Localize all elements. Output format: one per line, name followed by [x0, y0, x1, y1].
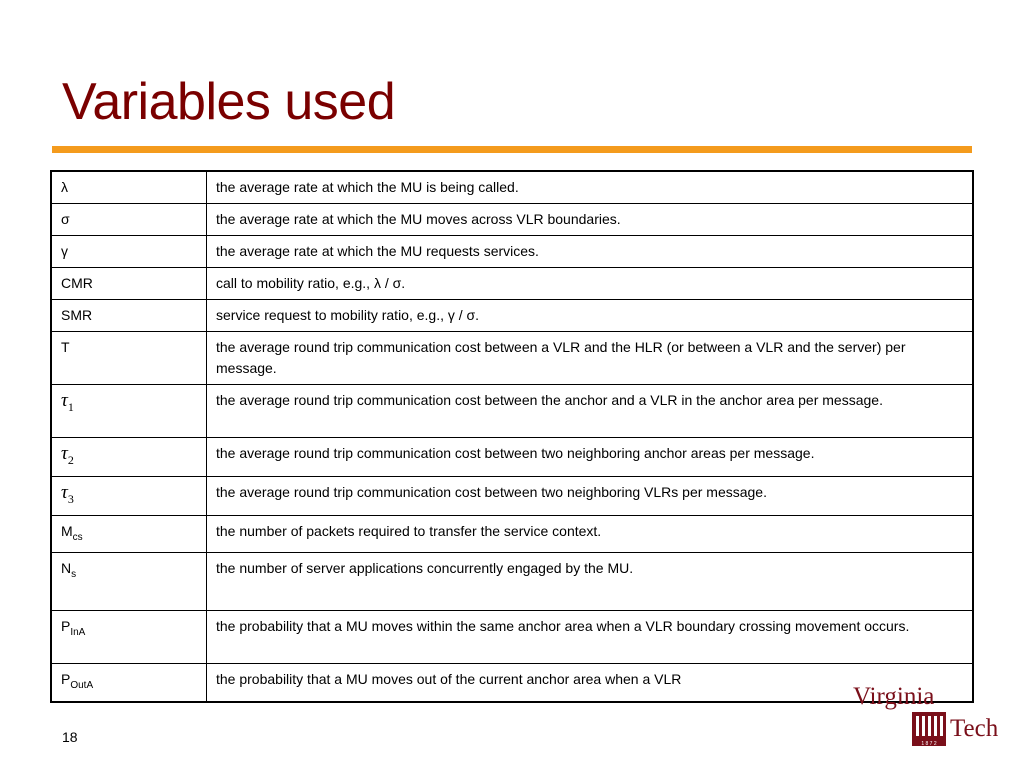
description-cell: the probability that a MU moves out of the current anchor area when a VLR — [207, 664, 974, 702]
description-cell: the average rate at which the MU moves across VLR boundaries. — [207, 204, 974, 236]
table-row — [51, 611, 973, 664]
description-cell: the number of server applications concurrently engaged by the MU. — [207, 553, 974, 611]
slide-title: Variables used — [62, 73, 396, 131]
page-number: 18 — [62, 729, 78, 745]
table-row — [51, 268, 973, 300]
table-row — [51, 553, 973, 611]
description-cell: the average rate at which the MU requests services. — [207, 236, 974, 268]
table-row — [51, 438, 973, 477]
table-row — [51, 204, 973, 236]
symbol-cell — [51, 438, 207, 477]
virginia-tech-logo — [852, 682, 999, 754]
description-cell: the average round trip communication cost between two neighboring anchor areas per message. — [207, 438, 974, 477]
title-underline-bar — [52, 146, 972, 153]
tau-symbol: $\tau_2$ — [61, 443, 74, 467]
table-row — [51, 300, 973, 332]
symbol-cell: $M_{cs}$ — [51, 515, 207, 553]
description-cell: the average round trip communication cost between a VLR and the HLR (or between a VLR and the server) per message. — [207, 332, 974, 385]
description-cell: service request to mobility ratio, e.g., γ / σ. — [207, 300, 974, 332]
table-row — [51, 332, 973, 385]
description-cell: the average rate at which the MU is being called. — [207, 171, 974, 204]
logo-word-tech: Tech — [950, 715, 999, 742]
tau-symbol: $\tau_3$ — [61, 481, 74, 506]
symbol-cell: γ — [51, 236, 207, 268]
logo-year: 1 8 7 2 — [921, 741, 937, 747]
description-cell: the average round trip communication cost between the anchor and a VLR in the anchor area per message. — [207, 385, 974, 438]
logo-word-virginia: Virginia — [853, 683, 935, 710]
symbol-cell: $P_{OutA}$ — [51, 664, 207, 702]
table-row — [51, 236, 973, 268]
description-cell: the average round trip communication cost between two neighboring VLRs per message. — [207, 476, 974, 515]
symbol-cell: SMR — [51, 300, 207, 332]
description-cell: the probability that a MU moves within the same anchor area when a VLR boundary crossing movement occurs. — [207, 611, 974, 664]
variables-table — [50, 170, 974, 703]
table-row — [51, 515, 973, 553]
table-row — [51, 385, 973, 438]
tau-symbol: $\tau_1$ — [61, 390, 74, 414]
description-cell: call to mobility ratio, e.g., λ / σ. — [207, 268, 974, 300]
description-cell: the number of packets required to transfer the service context. — [207, 515, 974, 553]
table-row — [51, 664, 973, 702]
symbol-cell: T — [51, 332, 207, 385]
table-row — [51, 171, 973, 204]
symbol-cell: $P_{InA}$ — [51, 611, 207, 664]
symbol-cell — [51, 385, 207, 438]
symbol-cell: λ — [51, 171, 207, 204]
symbol-cell: $N_s$ — [51, 553, 207, 611]
symbol-cell: CMR — [51, 268, 207, 300]
symbol-cell: σ — [51, 204, 207, 236]
symbol-cell — [51, 476, 207, 515]
table-row — [51, 476, 973, 515]
